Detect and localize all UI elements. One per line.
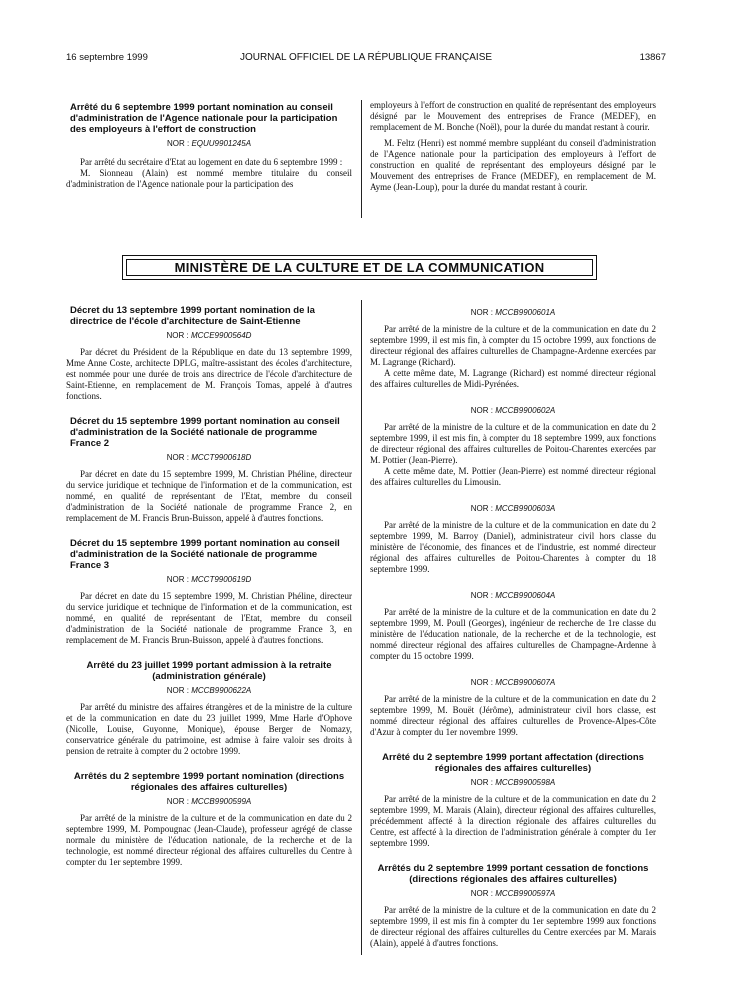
nor-label: NOR : bbox=[470, 678, 493, 687]
article-paragraph: Par décret en date du 15 septembre 1999, M. Christian Phéline, directeur du service juridique et technique de l'information et de la communication, est nommé, en qualité de représentant de l'Etat, membre du conseil d'administration de la Société nationale de programme France 2, en remplacement de M. Francis Brun-Buisson, appelé à d'autres fonctions. bbox=[66, 469, 352, 523]
nor-label: NOR : bbox=[470, 308, 493, 317]
top-article-title: Arrêté du 6 septembre 1999 portant nomination au conseil d'administration de l'Agence nationale pour la participation des employeurs à l'effort de construction bbox=[70, 102, 338, 135]
nor-code: MCCT9900618D bbox=[191, 453, 252, 462]
nor-label: NOR : bbox=[470, 504, 493, 513]
nor-label: NOR : bbox=[470, 778, 493, 787]
page-number: 13867 bbox=[639, 52, 666, 63]
nor-code: EQUU9901245A bbox=[191, 139, 252, 148]
article bbox=[66, 305, 352, 402]
nor-code: MCCB9900598A bbox=[495, 778, 556, 787]
article-title: Arrêtés du 2 septembre 1999 portant nomination (directions régionales des affaires culturelles) bbox=[73, 771, 345, 793]
top-nor bbox=[66, 138, 352, 149]
article bbox=[370, 752, 656, 849]
nor-code: MCCB9900602A bbox=[495, 406, 556, 415]
top-paragraph-2: M. Sionneau (Alain) est nommé membre titulaire du conseil d'administration de l'Agence nationale pour la participation des bbox=[66, 168, 352, 189]
nor-code: MCCB9900604A bbox=[495, 591, 556, 600]
nor-code: MCCE9900564D bbox=[190, 331, 252, 340]
nor-label: NOR : bbox=[166, 331, 189, 340]
article-paragraph: Par arrêté de la ministre de la culture et de la communication en date du 2 septembre 1999, M. Poull (Georges), ingénieur de recherche de 1re classe du ministère de l'éducation nationale, de la recherche et de la technologie, est nommé directeur régional des affaires culturelles de Champagne-Ardenne à compter du 15 octobre 1999. bbox=[370, 607, 656, 661]
journal-title: JOURNAL OFFICIEL DE LA RÉPUBLIQUE FRANÇAISE bbox=[239, 52, 493, 63]
article bbox=[66, 416, 352, 524]
nor-label: NOR : bbox=[166, 686, 189, 695]
article-paragraph: Par arrêté de la ministre de la culture et de la communication en date du 2 septembre 1999, il est mis fin à compter du 1er septembre 1999 aux fonctions de directeur régional des affaires culturelles du Centre exercées par M. Marais (Alain), appelé à d'autres fonctions. bbox=[370, 905, 656, 948]
article bbox=[370, 405, 656, 488]
nor-label: NOR : bbox=[166, 453, 189, 462]
nor-reference bbox=[66, 796, 352, 807]
nor-label: NOR : bbox=[166, 139, 190, 148]
nor-code: MCCB9900597A bbox=[495, 889, 556, 898]
nor-label: NOR : bbox=[470, 889, 493, 898]
article-paragraph: Par arrêté de la ministre de la culture et de la communication en date du 2 septembre 1999, M. Bouët (Jérôme), administrateur civil hors classe, est nommé directeur régional des affaires culturelles de Provence-Alpes-Côte d'Azur à compter du 1er novembre 1999. bbox=[370, 694, 656, 737]
top-paragraph-4: M. Feltz (Henri) est nommé membre suppléant du conseil d'administration de l'Agence nationale pour la participation des employeurs à l'effort de construction en qualité de représentant des employeurs désigné par le Mouvement des entreprises de France (MEDEF), en remplacement de M. Ayme (Jean-Loup), pour la durée du mandat restant à courir. bbox=[370, 138, 656, 192]
top-paragraph-3: employeurs à l'effort de construction en qualité de représentant des employeurs désigné par le Mouvement des entreprises de France (MEDEF), en remplacement de M. Bonche (Noël), pour la durée du mandat restant à courir. bbox=[370, 100, 656, 132]
article bbox=[66, 660, 352, 757]
article-paragraph: Par arrêté de la ministre de la culture et de la communication en date du 2 septembre 1999, M. Barroy (Daniel), administrateur civil hors classe du ministère de l'économie, des finances et de l'industrie, est nommé directeur régional des affaires culturelles de Poitou-Charentes à compter du 18 septembre 1999. bbox=[370, 520, 656, 574]
article-paragraph: Par décret du Président de la République en date du 13 septembre 1999, Mme Anne Coste, architecte DPLG, maître-assistant des écoles d'architecture, est nommée pour une durée de trois ans directrice de l'école d'architecture de Saint-Etienne, en remplacement de M. François Tomas, appelé à d'autres fonctions. bbox=[66, 347, 352, 401]
top-left-column bbox=[66, 102, 352, 190]
article-paragraph: Par arrêté de la ministre de la culture et de la communication en date du 2 septembre 1999, M. Marais (Alain), directeur régional des affaires culturelles, précédemment affecté à la direction régionale des affaires culturelles du Centre, est affecté à la direction de l'administration générale à compter du 1er septembre 1999. bbox=[370, 794, 656, 848]
left-column bbox=[66, 305, 352, 868]
nor-reference bbox=[370, 307, 656, 318]
article-paragraph: Par décret en date du 15 septembre 1999, M. Christian Phéline, directeur du service juridique et technique de l'information et de la communication, est nommé, en qualité de représentant de l'Etat, membre du conseil d'administration de la Société nationale de programme France 3, en remplacement de M. Francis Brun-Buisson, appelé à d'autres fonctions. bbox=[66, 591, 352, 645]
page-header bbox=[66, 52, 666, 66]
column-divider-main bbox=[361, 300, 362, 955]
article-title: Arrêté du 2 septembre 1999 portant affectation (directions régionales des affaires culturelles) bbox=[382, 752, 644, 774]
column-divider-top bbox=[361, 100, 362, 218]
ministry-banner bbox=[122, 255, 597, 280]
nor-reference bbox=[370, 677, 656, 688]
article-paragraph: Par arrêté de la ministre de la culture et de la communication en date du 2 septembre 1999, il est mis fin, à compter du 15 octobre 1999, aux fonctions de directeur régional des affaires culturelles de Champagne-Ardenne exercées par M. Lagrange (Richard). bbox=[370, 324, 656, 367]
article-title: Arrêtés du 2 septembre 1999 portant cessation de fonctions (directions régionales des affaires culturelles) bbox=[377, 863, 649, 885]
nor-code: MCCB9900599A bbox=[191, 797, 252, 806]
article bbox=[370, 590, 656, 662]
ministry-banner-title: MINISTÈRE DE LA CULTURE ET DE LA COMMUNICATION bbox=[126, 259, 593, 276]
article bbox=[66, 538, 352, 646]
article-paragraph: A cette même date, M. Lagrange (Richard) est nommé directeur régional des affaires culturelles de Midi-Pyrénées. bbox=[370, 368, 656, 389]
nor-reference bbox=[66, 452, 352, 463]
nor-reference bbox=[370, 777, 656, 788]
nor-label: NOR : bbox=[470, 591, 493, 600]
article-title: Arrêté du 23 juillet 1999 portant admission à la retraite (administration générale) bbox=[86, 660, 332, 682]
nor-reference bbox=[66, 574, 352, 585]
nor-label: NOR : bbox=[166, 575, 189, 584]
article bbox=[66, 771, 352, 868]
nor-label: NOR : bbox=[166, 797, 189, 806]
nor-reference bbox=[66, 330, 352, 341]
article-paragraph: Par arrêté du ministre des affaires étrangères et de la ministre de la culture et de la communication en date du 23 juillet 1999, Mme Harle d'Ophove (Nicolle, Louise, Guyonne, Monique), épouse Berger de Nomazy, conservatrice générale du patrimoine, est admise à faire valoir ses droits à pension de retraite à compter du 2 octobre 1999. bbox=[66, 702, 352, 756]
header-date: 16 septembre 1999 bbox=[66, 52, 148, 63]
nor-reference bbox=[370, 405, 656, 416]
nor-reference bbox=[370, 590, 656, 601]
article-title: Décret du 13 septembre 1999 portant nomination de la directrice de l'école d'architecture de Saint-Etienne bbox=[70, 305, 315, 327]
article bbox=[370, 863, 656, 949]
nor-reference bbox=[370, 503, 656, 514]
nor-code: MCCB9900607A bbox=[495, 678, 556, 687]
top-right-column bbox=[370, 100, 656, 193]
nor-code: MCCB9900622A bbox=[191, 686, 252, 695]
nor-code: MCCB9900601A bbox=[495, 308, 556, 317]
nor-code: MCCB9900603A bbox=[495, 504, 556, 513]
article-paragraph: Par arrêté de la ministre de la culture et de la communication en date du 2 septembre 1999, il est mis fin, à compter du 18 septembre 1999, aux fonctions de directeur régional des affaires culturelles de Poitou-Charentes exercées par M. Pottier (Jean-Pierre). bbox=[370, 422, 656, 465]
top-paragraph-1: Par arrêté du secrétaire d'Etat au logement en date du 6 septembre 1999 : bbox=[80, 157, 343, 167]
article bbox=[370, 677, 656, 738]
article-paragraph: A cette même date, M. Pottier (Jean-Pierre) est nommé directeur régional des affaires culturelles du Limousin. bbox=[370, 466, 656, 487]
nor-reference bbox=[370, 888, 656, 899]
nor-label: NOR : bbox=[470, 406, 493, 415]
article bbox=[370, 307, 656, 390]
article-title: Décret du 15 septembre 1999 portant nomination au conseil d'administration de la Société nationale de programme France 3 bbox=[70, 538, 340, 571]
right-column bbox=[370, 304, 656, 949]
article-title: Décret du 15 septembre 1999 portant nomination au conseil d'administration de la Société nationale de programme France 2 bbox=[70, 416, 340, 449]
nor-code: MCCT9900619D bbox=[191, 575, 252, 584]
article bbox=[370, 503, 656, 575]
nor-reference bbox=[66, 685, 352, 696]
article-paragraph: Par arrêté de la ministre de la culture et de la communication en date du 2 septembre 1999, M. Pompougnac (Jean-Claude), professeur agrégé de classe normale du ministère de l'éducation nationale, de la recherche et de la technologie, est nommé directeur régional des affaires culturelles du Centre à compter du 1er septembre 1999. bbox=[66, 813, 352, 867]
